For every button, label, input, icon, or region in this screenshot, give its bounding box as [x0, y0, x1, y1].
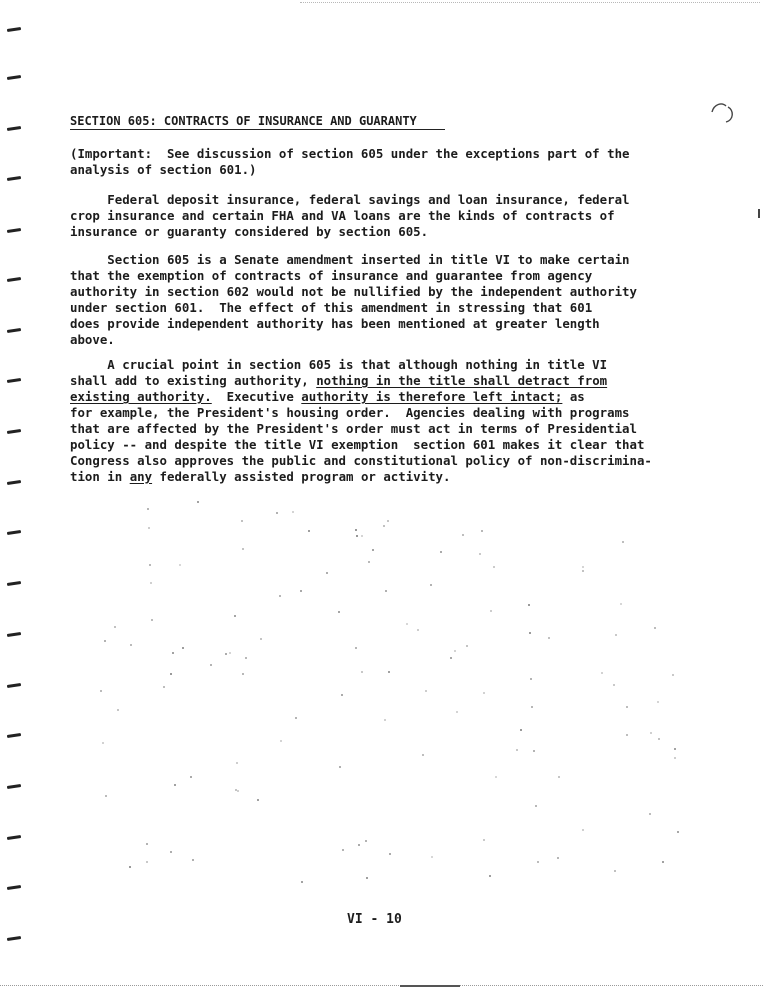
text-line: A crucial point in section 605 is that although nothing in title VI: [70, 357, 608, 372]
scan-speck: [308, 530, 310, 532]
scan-speck: [557, 857, 559, 859]
scan-speck: [117, 709, 119, 711]
corner-scribble: [708, 98, 738, 126]
scan-speck: [422, 754, 424, 756]
scan-speck: [626, 734, 628, 736]
scan-speck: [479, 553, 481, 555]
binder-tick: [7, 75, 21, 80]
binder-tick: [7, 27, 21, 32]
scan-bottom-mark: [400, 985, 460, 987]
scan-speck: [102, 742, 104, 744]
scan-speck: [148, 527, 150, 529]
scan-speck: [558, 776, 560, 778]
scan-speck: [355, 529, 357, 531]
scan-speck: [658, 738, 660, 740]
scan-speck: [172, 652, 174, 654]
scan-speck: [341, 694, 343, 696]
scan-speck: [548, 637, 550, 639]
scan-speck: [483, 692, 485, 694]
scan-speck: [260, 638, 262, 640]
scan-speck: [234, 615, 236, 617]
scan-speck: [620, 603, 622, 605]
binder-tick: [7, 784, 21, 789]
scan-speck: [365, 840, 367, 842]
scan-speck: [301, 881, 303, 883]
scan-speck: [649, 813, 651, 815]
scan-speck: [430, 584, 432, 586]
text-line: [70, 389, 710, 406]
scan-speck: [389, 853, 391, 855]
scan-speck: [674, 748, 676, 750]
scan-speck: [431, 856, 433, 858]
binder-tick: [7, 936, 21, 941]
underlined-phrase: existing authority.: [70, 389, 212, 404]
scan-speck: [257, 799, 259, 801]
scan-speck: [533, 750, 535, 752]
scan-speck: [105, 795, 107, 797]
margin-mark: [758, 209, 760, 218]
binder-tick: [7, 835, 21, 840]
scan-speck: [100, 690, 102, 692]
scan-speck: [149, 564, 151, 566]
scan-speck: [241, 520, 243, 522]
scan-speck: [614, 870, 616, 872]
scan-speck: [384, 719, 386, 721]
binder-tick: [7, 632, 21, 637]
scan-speck: [582, 566, 584, 568]
scan-speck: [481, 530, 483, 532]
scan-speck: [338, 611, 340, 613]
scan-speck: [130, 644, 132, 646]
scan-speck: [146, 843, 148, 845]
scan-speck: [530, 678, 532, 680]
scan-speck: [383, 525, 385, 527]
scan-speck: [489, 875, 491, 877]
scan-speck: [528, 604, 530, 606]
scan-bottom-edge: [0, 985, 763, 986]
text-line: analysis of section 601.): [70, 162, 257, 177]
text-line: authority in section 602 would not be nullified by the independent authority: [70, 284, 637, 299]
scan-speck: [355, 647, 357, 649]
text-line: that are affected by the President's order must act in terms of Presidential: [70, 421, 637, 436]
scan-speck: [229, 652, 231, 654]
scan-speck: [657, 701, 659, 703]
scan-speck: [163, 686, 165, 688]
scan-speck: [406, 623, 408, 625]
text-line: Congress also approves the public and constitutional policy of non-discrimina-: [70, 453, 652, 468]
binder-tick: [7, 480, 21, 485]
scan-speck: [516, 749, 518, 751]
scan-speck: [372, 549, 374, 551]
scan-speck: [170, 673, 172, 675]
text-line: policy -- and despite the title VI exemption section 601 makes it clear that: [70, 437, 645, 452]
scan-speck: [417, 629, 419, 631]
scan-speck: [225, 653, 227, 655]
scan-speck: [654, 627, 656, 629]
text-line: insurance or guaranty considered by section 605.: [70, 224, 429, 239]
scan-speck: [235, 789, 237, 791]
scan-speck: [179, 564, 181, 566]
scan-speck: [662, 861, 664, 863]
heading-underline: [70, 129, 445, 130]
scan-speck: [300, 590, 302, 592]
binder-tick: [7, 126, 21, 131]
scan-speck: [190, 776, 192, 778]
binder-tick: [7, 581, 21, 586]
text-span: federally assisted program or activity.: [152, 469, 451, 484]
scan-speck: [114, 626, 116, 628]
scan-speck: [366, 877, 368, 879]
scan-speck: [537, 861, 539, 863]
scan-speck: [520, 729, 522, 731]
text-line: [70, 373, 710, 390]
scan-speck: [210, 664, 212, 666]
text-span: as: [562, 389, 585, 404]
scan-speck: [582, 829, 584, 831]
text-line: (Important: See discussion of section 605 under the exceptions part of the: [70, 146, 630, 161]
scan-speck: [387, 520, 389, 522]
scan-speck: [280, 740, 282, 742]
scan-speck: [151, 619, 153, 621]
text-line: Federal deposit insurance, federal savings and loan insurance, federal: [70, 192, 630, 207]
scan-speck: [613, 684, 615, 686]
scan-speck: [339, 766, 341, 768]
scan-speck: [615, 634, 617, 636]
scan-speck: [425, 690, 427, 692]
text-span: Executive: [211, 389, 302, 404]
scan-speck: [236, 762, 238, 764]
scan-speck: [456, 711, 458, 713]
text-line: Section 605 is a Senate amendment inserted in title VI to make certain: [70, 252, 630, 267]
scan-speck: [493, 566, 495, 568]
scan-speck: [462, 534, 464, 536]
text-line: [70, 469, 710, 486]
scan-speck: [182, 647, 184, 649]
scan-speck: [466, 645, 468, 647]
text-line: does provide independent authority has been mentioned at greater length: [70, 316, 600, 331]
binder-tick: [7, 176, 21, 181]
scan-speck: [495, 776, 497, 778]
scan-speck: [674, 757, 676, 759]
scan-speck: [672, 674, 674, 676]
binder-tick: [7, 228, 21, 233]
scan-top-edge: [300, 2, 760, 3]
scan-speck: [454, 650, 456, 652]
binder-tick: [7, 885, 21, 890]
scan-speck: [197, 501, 199, 503]
scan-speck: [626, 706, 628, 708]
scan-speck: [192, 859, 194, 861]
binder-tick: [7, 733, 21, 738]
scan-speck: [170, 851, 172, 853]
scan-speck: [104, 640, 106, 642]
binder-tick: [7, 429, 21, 434]
scan-speck: [292, 511, 294, 513]
scan-speck: [242, 673, 244, 675]
scan-speck: [622, 541, 624, 543]
scan-speck: [531, 706, 533, 708]
scan-speck: [147, 508, 149, 510]
scan-speck: [368, 561, 370, 563]
underlined-word: any: [129, 469, 153, 484]
scan-speck: [150, 582, 152, 584]
scan-speck: [361, 535, 363, 537]
underlined-phrase: nothing in the title shall detract from: [316, 373, 608, 388]
underlined-phrase: authority is therefore left intact;: [301, 389, 563, 404]
scan-speck: [388, 671, 390, 673]
binder-tick: [7, 378, 21, 383]
text-span: tion in: [70, 469, 130, 484]
scan-speck: [342, 849, 344, 851]
scan-speck: [529, 632, 531, 634]
scan-speck: [361, 671, 363, 673]
scan-speck: [440, 551, 442, 553]
scan-speck: [279, 595, 281, 597]
binder-tick: [7, 530, 21, 535]
scan-speck: [356, 535, 358, 537]
text-line: for example, the President's housing order. Agencies dealing with programs: [70, 405, 630, 420]
scan-speck: [677, 831, 679, 833]
scan-speck: [358, 844, 360, 846]
scan-speck: [650, 732, 652, 734]
binder-tick: [7, 277, 21, 282]
text-line: above.: [70, 332, 115, 347]
scan-speck: [535, 805, 537, 807]
text-line: under section 601. The effect of this amendment in stressing that 601: [70, 300, 593, 315]
scan-speck: [450, 657, 452, 659]
scan-speck: [276, 512, 278, 514]
scan-speck: [582, 570, 584, 572]
text-line: crop insurance and certain FHA and VA loans are the kinds of contracts of: [70, 208, 615, 223]
scan-speck: [242, 548, 244, 550]
scan-speck: [601, 672, 603, 674]
text-span: shall add to existing authority,: [70, 373, 317, 388]
scan-speck: [245, 657, 247, 659]
scan-speck: [295, 717, 297, 719]
text-line: that the exemption of contracts of insurance and guarantee from agency: [70, 268, 593, 283]
page-number: VI - 10: [347, 912, 402, 927]
scan-speck: [237, 790, 239, 792]
scan-speck: [129, 866, 131, 868]
scan-speck: [326, 572, 328, 574]
scan-speck: [146, 861, 148, 863]
section-heading: SECTION 605: CONTRACTS OF INSURANCE AND GUARANTY: [70, 114, 417, 128]
binder-tick: [7, 683, 21, 688]
scan-speck: [483, 839, 485, 841]
scan-speck: [385, 590, 387, 592]
binder-tick: [7, 328, 21, 333]
scan-speck: [490, 610, 492, 612]
scan-speck: [174, 784, 176, 786]
